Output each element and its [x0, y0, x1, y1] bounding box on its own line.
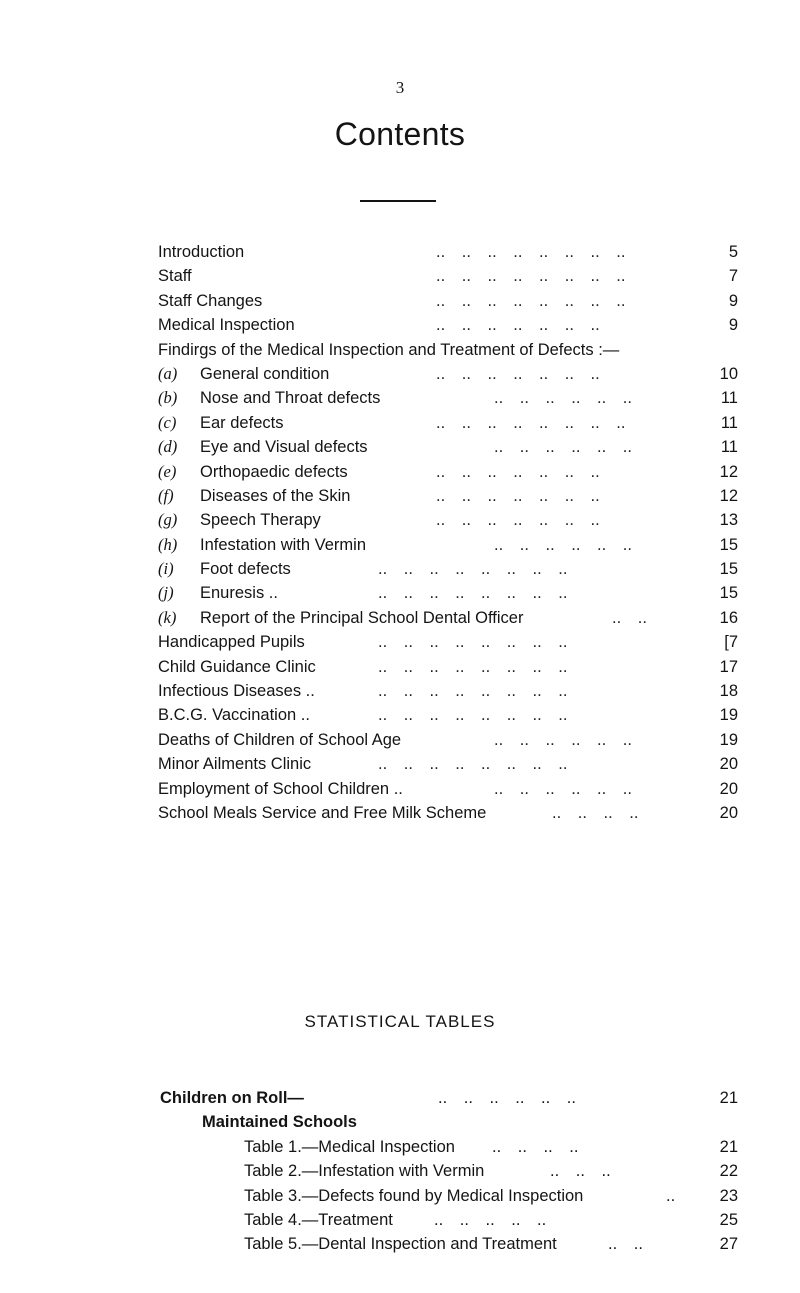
statistical-page: 23	[719, 1186, 738, 1205]
contents-entry	[158, 801, 738, 825]
statistical-leaders: .. .. .. .. .. ..	[438, 1089, 576, 1107]
statistical-label: Children on Roll—	[160, 1089, 304, 1107]
page-title: Contents	[334, 116, 466, 152]
entry-leaders: .. .. .. .. .. ..	[494, 438, 632, 457]
entry-page: 9	[728, 291, 738, 310]
statistical-tables-list	[160, 1086, 738, 1257]
entry-letter: (i)	[158, 559, 174, 579]
entry-label: Enuresis ..	[200, 584, 278, 603]
entry-leaders: .. .. .. .. .. .. .. ..	[378, 584, 568, 603]
contents-list	[158, 240, 738, 825]
entry-leaders: .. .. .. .. .. .. .. ..	[436, 267, 626, 286]
entry-label: Infestation with Vermin	[200, 535, 366, 554]
statistical-label: Maintained Schools	[202, 1113, 357, 1132]
entry-leaders: .. .. .. .. .. ..	[494, 779, 632, 798]
entry-letter: (a)	[158, 363, 178, 383]
contents-entry	[158, 630, 738, 654]
entry-page: 16	[719, 608, 738, 627]
statistical-entry	[202, 1232, 738, 1256]
entry-label: B.C.G. Vaccination ..	[158, 706, 310, 725]
entry-leaders: .. .. .. .. .. .. .. ..	[378, 706, 568, 725]
contents-entry	[158, 460, 738, 484]
statistical-entry	[160, 1086, 738, 1110]
statistical-entry	[202, 1110, 738, 1134]
entry-page: 20	[719, 755, 738, 774]
entry-leaders: .. .. .. .. .. ..	[494, 730, 632, 749]
entry-label: General condition	[200, 364, 330, 383]
entry-label: School Meals Service and Free Milk Scheme	[158, 803, 487, 822]
entry-page: 12	[719, 462, 738, 481]
entry-leaders: .. .. .. .. .. .. ..	[436, 316, 600, 335]
statistical-tables-heading: STATISTICAL TABLES	[304, 1012, 496, 1031]
entry-leaders: .. .. .. .. .. ..	[494, 389, 632, 408]
entry-label: Staff	[158, 267, 192, 286]
statistical-label: Table 5.—Dental Inspection and Treatment	[244, 1235, 557, 1254]
statistical-label: Table 2.—Infestation with Vermin	[244, 1162, 485, 1181]
statistical-label: Table 1.—Medical Inspection	[244, 1137, 455, 1156]
statistical-leaders: .. .. .. .. ..	[434, 1210, 547, 1229]
contents-entry	[158, 484, 738, 508]
entry-page: 15	[719, 560, 738, 579]
contents-entry	[158, 313, 738, 337]
statistical-page: 21	[719, 1137, 738, 1156]
entry-leaders: .. ..	[612, 608, 647, 627]
contents-entry	[158, 240, 738, 264]
entry-page: 15	[719, 535, 738, 554]
entry-label: Child Guidance Clinic	[158, 657, 316, 676]
entry-leaders: .. .. .. .. .. .. ..	[436, 364, 600, 383]
statistical-leaders: ..	[666, 1186, 676, 1205]
entry-page: 10	[719, 364, 738, 383]
entry-page: 13	[719, 511, 738, 530]
entry-label: Diseases of the Skin	[200, 486, 351, 505]
entry-label: Eye and Visual defects	[200, 438, 368, 457]
statistical-page: 21	[719, 1089, 738, 1107]
entry-label: Deaths of Children of School Age	[158, 730, 402, 749]
entry-label: Orthopaedic defects	[200, 462, 348, 481]
contents-entry	[158, 606, 738, 630]
entry-leaders: .. .. .. .. .. .. .. ..	[436, 243, 626, 261]
entry-page: 9	[728, 316, 738, 335]
entry-leaders: .. .. .. .. .. .. .. ..	[378, 657, 568, 676]
entry-page: 20	[719, 779, 738, 798]
contents-entry	[158, 289, 738, 313]
contents-entry	[158, 728, 738, 752]
entry-label: Handicapped Pupils	[158, 633, 305, 652]
entry-label: Report of the Principal School Dental Officer	[200, 608, 524, 627]
contents-entry	[158, 557, 738, 581]
statistical-leaders: .. ..	[608, 1235, 643, 1254]
statistical-entry	[202, 1184, 738, 1208]
contents-entry	[158, 752, 738, 776]
entry-leaders: .. .. .. .. .. .. ..	[436, 486, 600, 505]
contents-entry	[158, 435, 738, 459]
entry-letter: (j)	[158, 583, 174, 603]
entry-leaders: .. .. .. .. .. .. ..	[436, 462, 600, 481]
entry-label: Speech Therapy	[200, 511, 321, 530]
statistical-leaders: .. .. ..	[550, 1162, 611, 1181]
entry-letter: (h)	[158, 534, 178, 554]
statistical-page: 25	[719, 1210, 738, 1229]
entry-page: [7	[724, 633, 738, 652]
contents-entry	[158, 411, 738, 435]
contents-entry	[158, 533, 738, 557]
entry-letter: (k)	[158, 607, 177, 627]
contents-entry	[158, 362, 738, 386]
entry-letter: (g)	[158, 510, 178, 530]
entry-page: 17	[719, 657, 738, 676]
entry-label: Ear defects	[200, 413, 284, 432]
statistical-label: Table 3.—Defects found by Medical Inspection	[244, 1186, 584, 1205]
entry-page: 5	[728, 243, 738, 261]
entry-label: Staff Changes	[158, 291, 263, 310]
entry-leaders: .. .. .. .. .. .. .. ..	[436, 291, 626, 310]
entry-letter: (d)	[158, 437, 178, 457]
contents-entry	[158, 679, 738, 703]
statistical-entry	[202, 1159, 738, 1183]
entry-label: Minor Ailments Clinic	[158, 755, 312, 774]
statistical-page: 22	[719, 1162, 738, 1181]
entry-leaders: .. .. .. .. .. .. .. ..	[378, 560, 568, 579]
entry-leaders: .. .. .. .. .. .. .. ..	[378, 633, 568, 652]
entry-leaders: .. .. .. .. .. .. .. ..	[378, 755, 568, 774]
contents-entry	[158, 508, 738, 532]
entry-page: 18	[719, 682, 738, 701]
entry-leaders: .. .. .. .. .. ..	[494, 535, 632, 554]
entry-page: 20	[719, 803, 738, 822]
entry-label: Foot defects	[200, 560, 291, 579]
contents-entry	[158, 386, 738, 410]
statistical-leaders: .. .. .. ..	[492, 1137, 579, 1156]
entry-letter: (e)	[158, 461, 177, 481]
entry-leaders: .. .. .. .. .. .. ..	[436, 511, 600, 530]
entry-page: 12	[719, 486, 738, 505]
entry-leaders: .. .. .. .. .. .. .. ..	[378, 682, 568, 701]
contents-entry	[158, 338, 738, 362]
title-divider	[360, 200, 436, 202]
contents-entry	[158, 655, 738, 679]
entry-label: Findirgs of the Medical Inspection and Treatment of Defects :—	[158, 340, 620, 359]
page-number: 3	[395, 78, 405, 97]
entry-label: Medical Inspection	[158, 316, 295, 335]
contents-entry	[158, 581, 738, 605]
entry-page: 19	[719, 706, 738, 725]
entry-label: Employment of School Children ..	[158, 779, 403, 798]
entry-leaders: .. .. .. .. .. .. .. ..	[436, 413, 626, 432]
entry-letter: (b)	[158, 388, 178, 408]
entry-page: 11	[720, 389, 738, 408]
entry-label: Infectious Diseases ..	[158, 682, 315, 701]
statistical-label: Table 4.—Treatment	[244, 1210, 393, 1229]
entry-page: 15	[719, 584, 738, 603]
entry-page: 11	[720, 413, 738, 432]
entry-letter: (f)	[158, 485, 174, 505]
entry-letter: (c)	[158, 412, 177, 432]
entry-page: 19	[719, 730, 738, 749]
contents-entry	[158, 777, 738, 801]
entry-label: Introduction	[158, 243, 245, 261]
statistical-entry	[202, 1135, 738, 1159]
entry-page: 7	[728, 267, 738, 286]
entry-label: Nose and Throat defects	[200, 389, 381, 408]
entry-leaders: .. .. .. ..	[552, 803, 639, 822]
statistical-page: 27	[719, 1235, 738, 1254]
contents-entry	[158, 264, 738, 288]
statistical-entry	[202, 1208, 738, 1232]
entry-page: 11	[720, 438, 738, 457]
contents-entry	[158, 703, 738, 727]
